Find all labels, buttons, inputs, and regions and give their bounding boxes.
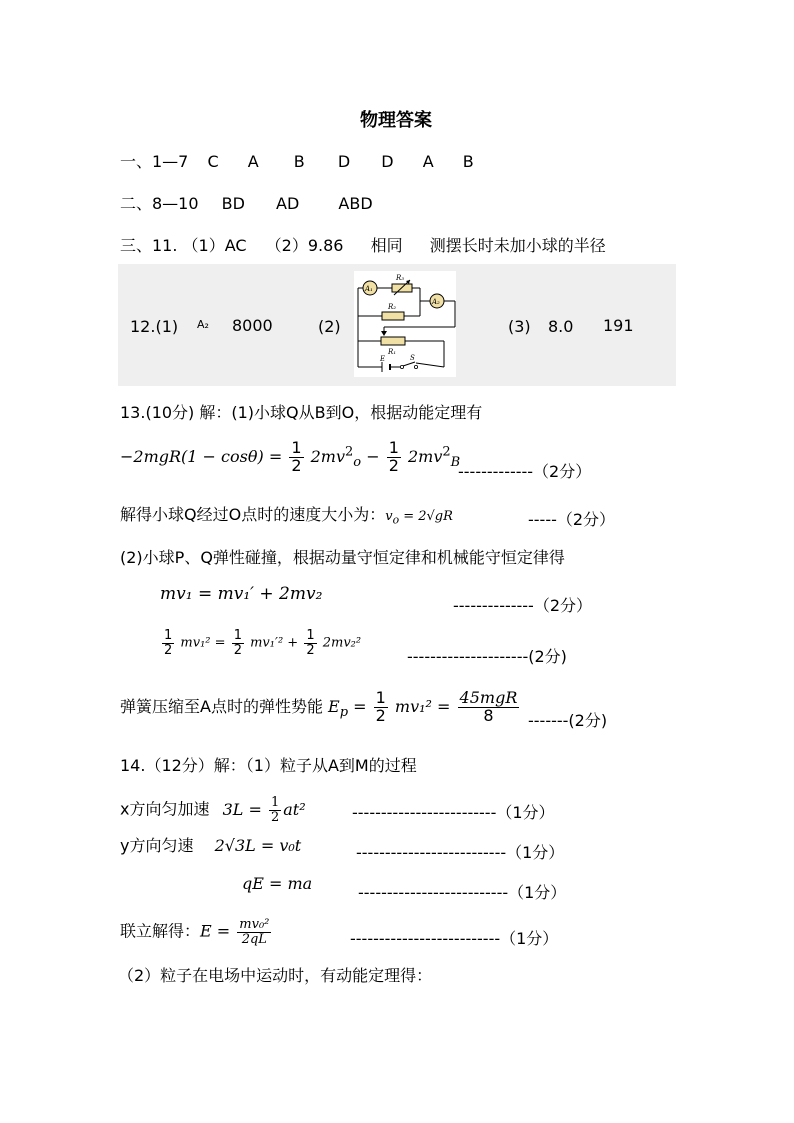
q11-line bbox=[120, 233, 606, 256]
q13-score-5: -------(2分) bbox=[528, 711, 608, 730]
q13-equation-4: $\frac{1}{2}$ mv₁² = $\frac{1}{2}$ mv₁′² + $\frac{1}{2}$ 2mv₂² bbox=[164, 628, 362, 658]
eq-fraction: $\frac{1}{2}$ bbox=[306, 628, 315, 658]
q14-score-y: --------------------------（1分） bbox=[356, 843, 565, 862]
q11-part1: （1）AC bbox=[182, 236, 247, 255]
mc-answer: D bbox=[381, 152, 394, 171]
q14-score-x: -------------------------（1分） bbox=[352, 803, 555, 822]
q11-same: 相同 bbox=[370, 236, 403, 255]
mc-answer: D bbox=[337, 152, 351, 171]
q14-line-x: x方向匀加速 3L = $\frac{1}{2}$ at² bbox=[120, 795, 306, 825]
resistor-icon bbox=[382, 312, 404, 320]
q11-prefix: 三、11. bbox=[120, 236, 178, 255]
circuit-label: A₁ bbox=[365, 285, 373, 293]
q12-part2-num: (2) bbox=[318, 317, 341, 336]
mc-section-1-prefix: 一、1—7 bbox=[120, 152, 189, 171]
circuit-diagram bbox=[354, 271, 456, 377]
mc-answer: ABD bbox=[338, 194, 373, 213]
q13-score-2: -----（2分） bbox=[528, 510, 616, 529]
eq-fraction: $\frac{\text{mv₀²}}{2qL}$ bbox=[239, 917, 270, 947]
q14-line-y: y方向匀速 2√3L = v₀t bbox=[120, 836, 302, 855]
eq-fraction: $\frac{1}{2}$ bbox=[270, 795, 280, 825]
resistor-icon bbox=[381, 337, 405, 345]
q13-intro: 13.(10分) 解：(1)小球Q从B到O，根据动能定理有 bbox=[120, 403, 483, 422]
eq-fraction: $\frac{1}{2}$ bbox=[375, 688, 386, 725]
q12-value-3b: 191 bbox=[603, 316, 634, 335]
circuit-label: A₂ bbox=[432, 298, 440, 306]
eq-term: $2mv^2_o$ bbox=[310, 444, 362, 470]
mc-answer: B bbox=[462, 152, 474, 171]
mc-answer: A bbox=[422, 152, 434, 171]
q13-score-4: ---------------------(2分) bbox=[407, 647, 567, 666]
q14-intro: 14.（12分）解：（1）粒子从A到M的过程 bbox=[120, 756, 417, 775]
page-title: 物理答案 bbox=[360, 110, 432, 131]
q13-equation-3: mv₁ = mv₁′ + 2mv₂ bbox=[160, 584, 323, 604]
q14-line-q: qE = ma bbox=[242, 874, 313, 893]
circuit-label: E bbox=[380, 355, 386, 363]
q14-score-solve: --------------------------（1分） bbox=[350, 929, 559, 948]
q12-value-3a: 8.0 bbox=[548, 317, 574, 336]
circuit-label: S bbox=[410, 354, 415, 362]
q11-part2: （2）9.86 bbox=[265, 236, 344, 255]
mc-section-1 bbox=[120, 149, 474, 172]
mc-section-2-prefix: 二、8—10 bbox=[120, 194, 199, 213]
circuit-label: R₁ bbox=[388, 348, 397, 356]
q13-line-5: 弹簧压缩至A点时的弹性势能 $E_p$ = $\frac{1}{2}$ mv₁² = $\frac{\text{45mgR}}{8}$ bbox=[120, 688, 518, 725]
q14-line-2: （2）粒子在电场中运动时，有动能定理得： bbox=[118, 966, 433, 985]
eq-fraction: $\frac{1}{2}$ bbox=[164, 628, 173, 658]
mc-answer: A bbox=[247, 152, 259, 171]
q13-score-3: --------------（2分） bbox=[453, 596, 593, 615]
eq-fraction: $\frac{1}{2}$ bbox=[233, 628, 242, 658]
circuit-label: R₃ bbox=[396, 274, 405, 282]
eq-fraction: $\frac{1}{2}$ bbox=[388, 438, 399, 475]
mc-answer: BD bbox=[221, 194, 245, 213]
eq-term: −2mgR(1 − cosθ) = bbox=[120, 446, 288, 466]
mc-section-2 bbox=[120, 191, 373, 214]
q13-line-2: 解得小球Q经过O点时的速度大小为：$v_o = 2√gR$ bbox=[120, 505, 453, 527]
mc-answer: C bbox=[207, 152, 219, 171]
q12-part3-num: (3) bbox=[508, 317, 531, 336]
q14-score-q: --------------------------（1分） bbox=[358, 883, 567, 902]
mc-answer: AD bbox=[276, 194, 300, 213]
eq-fraction: $\frac{\text{45mgR}}{8}$ bbox=[459, 688, 518, 725]
q14-line-solve: 联立解得：E = $\frac{\text{mv₀²}}{2qL}$ bbox=[120, 917, 270, 947]
q12-part1-num: 12.(1) bbox=[130, 317, 179, 336]
q12-ammeter: A₂ bbox=[197, 318, 209, 331]
q13-equation-1 bbox=[120, 440, 460, 475]
eq-fraction: $\frac{1}{2}$ bbox=[291, 438, 302, 475]
q11-reason: 测摆长时未加小球的半径 bbox=[429, 236, 606, 255]
mc-answer: B bbox=[293, 152, 305, 171]
q12-value-1: 8000 bbox=[232, 316, 273, 335]
eq-term: $2mv^2_B$ bbox=[407, 444, 461, 470]
circuit-label: R₂ bbox=[388, 303, 397, 311]
eq-term: − bbox=[366, 446, 380, 466]
q13-score-1: -------------（2分） bbox=[458, 462, 592, 481]
q13-line-3: (2)小球P、Q弹性碰撞，根据动量守恒定律和机械能守恒定律得 bbox=[120, 548, 565, 567]
